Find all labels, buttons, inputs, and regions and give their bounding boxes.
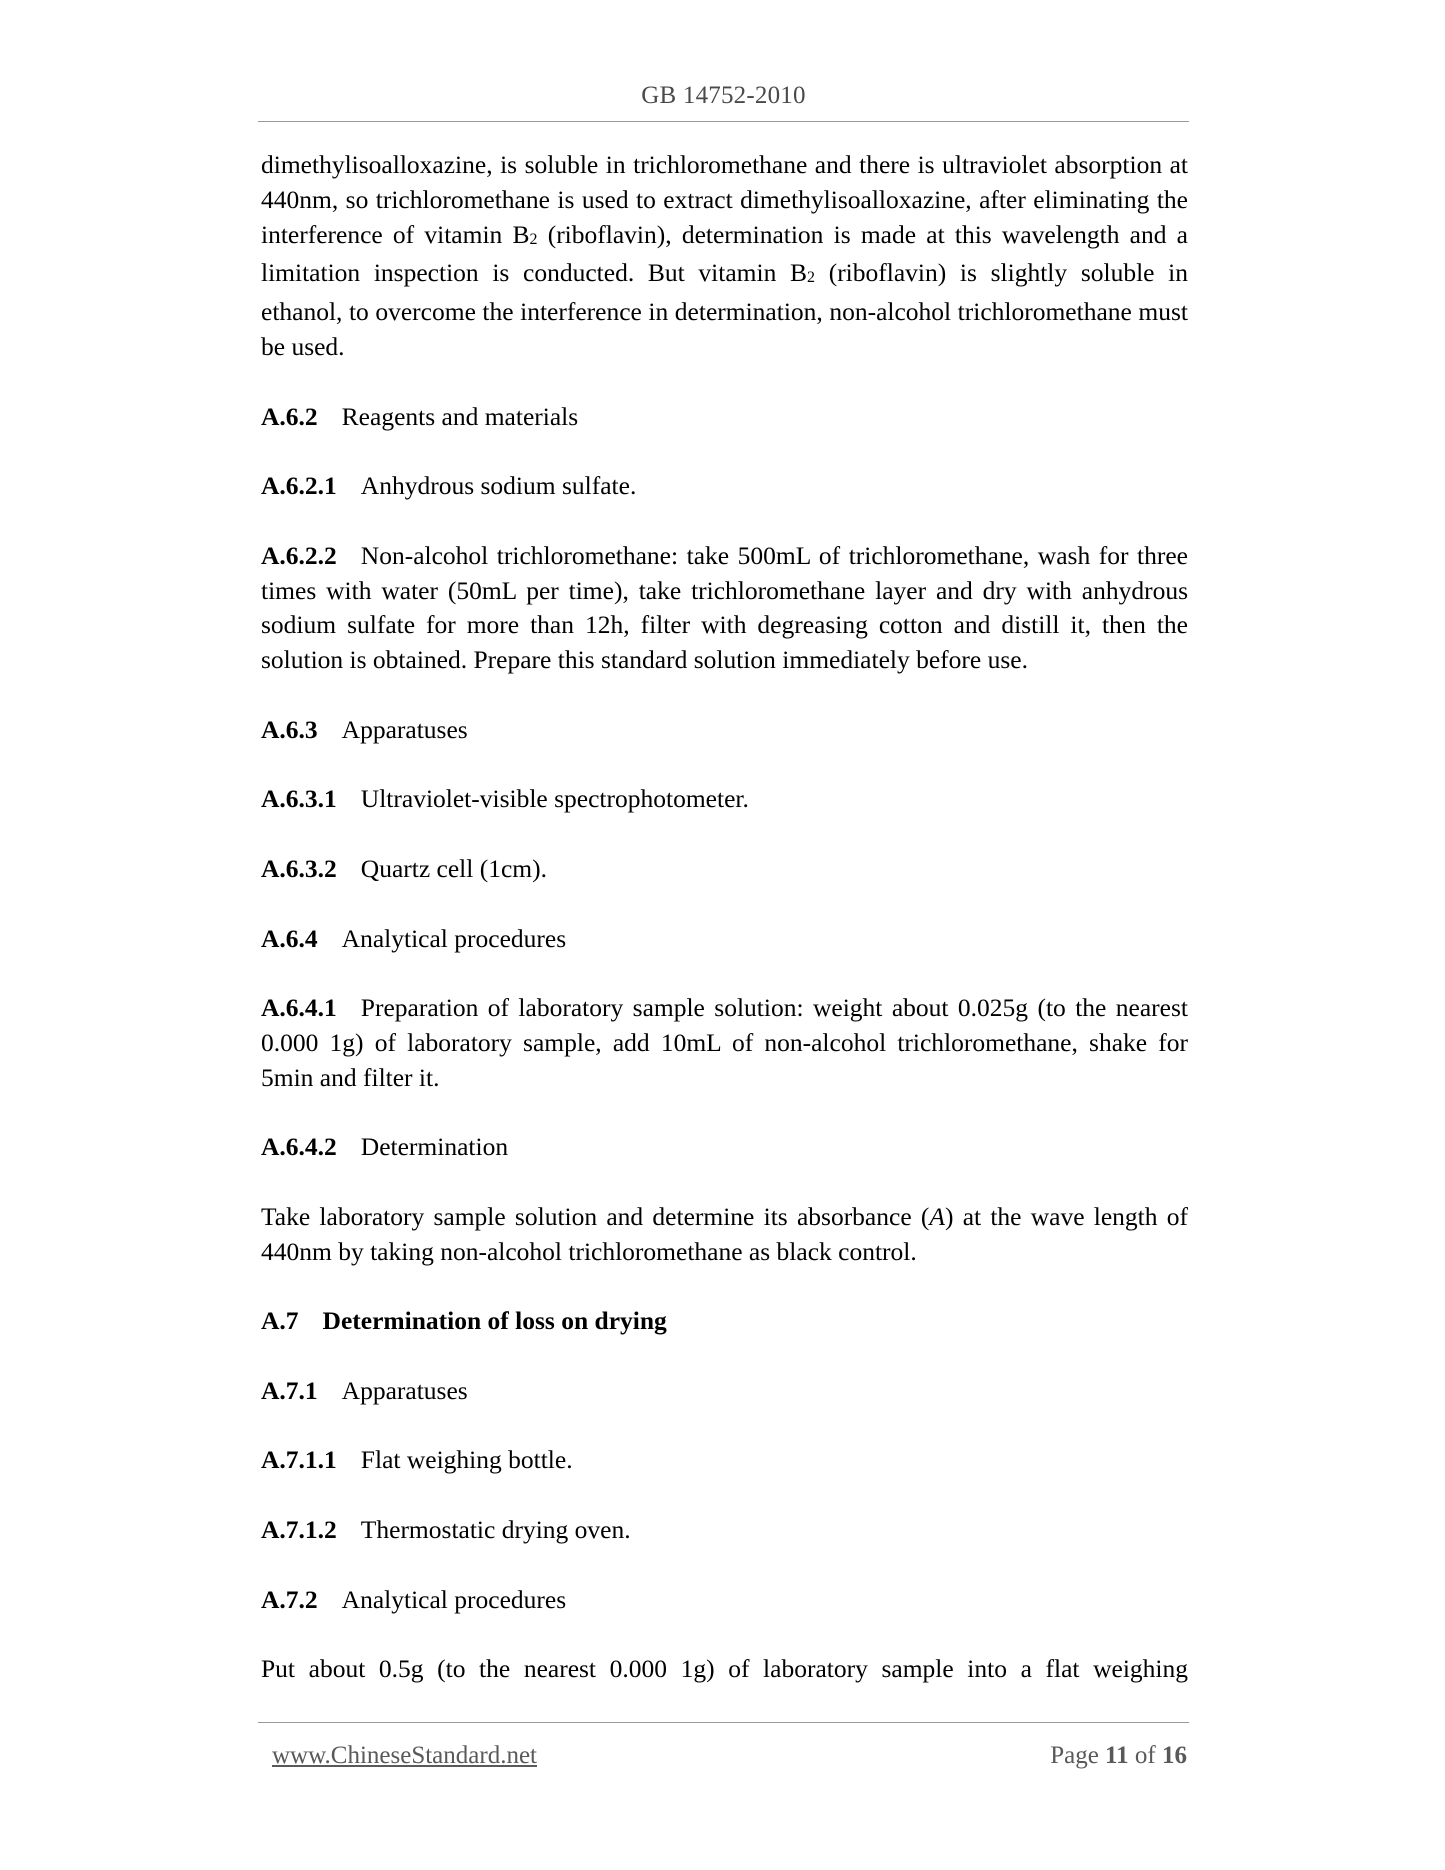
section-number: A.7 (261, 1306, 299, 1336)
intro-paragraph (261, 148, 1188, 365)
section-heading: Reagents and materials (341, 401, 579, 431)
final-paragraph: Put about 0.5g (to the nearest 0.000 1g) of laboratory sample into a flat weighing (261, 1654, 1188, 1684)
section-number: A.6.2.2 (261, 540, 337, 570)
section-number: A.6.4 (261, 923, 318, 953)
section-number: A.7.1.2 (261, 1515, 337, 1545)
section-number: A.6.2.1 (261, 471, 337, 501)
section-heading: Determination (360, 1132, 509, 1162)
section-text: Thermostatic drying oven. (360, 1515, 631, 1545)
section-a-7-1-2 (261, 1513, 1188, 1548)
section-a-6-3 (261, 713, 1188, 748)
section-number: A.6.3.1 (261, 784, 337, 814)
section-heading: Analytical procedures (341, 923, 567, 953)
section-a-6-2-2 (261, 539, 1188, 678)
section-a-6-3-2 (261, 852, 1188, 887)
determination-text-1: Take laboratory sample solution and determine its absorbance ( (261, 1201, 930, 1231)
section-number: A.6.3 (261, 714, 318, 744)
section-heading: Apparatuses (341, 714, 468, 744)
section-a-7-1 (261, 1374, 1188, 1409)
section-a-7 (261, 1304, 1188, 1339)
section-number: A.6.3.2 (261, 853, 337, 883)
section-text: Flat weighing bottle. (360, 1445, 573, 1475)
section-text: Ultraviolet-visible spectrophotometer. (360, 784, 749, 814)
intro-text-1: dimethylisoalloxazine, is soluble in trichloromethane and there is ultraviolet absorption at 440nm, so trichloromethane is used to extract dimethylisoalloxazine, after eliminating the interference of vitamin B (261, 150, 1188, 249)
section-number: A.6.2 (261, 401, 318, 431)
absorbance-symbol: A (929, 1201, 945, 1231)
page-label: Page (1050, 1742, 1099, 1769)
header-divider (258, 121, 1189, 122)
section-a-6-2-1 (261, 469, 1188, 504)
page-number: 11 (1105, 1742, 1129, 1769)
intro-subscript-2: 2 (807, 269, 816, 287)
section-number: A.6.4.1 (261, 993, 337, 1023)
section-title: Determination of loss on drying (322, 1306, 667, 1336)
section-a-6-3-1 (261, 782, 1188, 817)
section-a-6-4-2 (261, 1130, 1188, 1165)
section-a-6-2 (261, 400, 1188, 435)
page-total: 16 (1162, 1742, 1187, 1769)
section-text: Preparation of laboratory sample solution: weight about 0.025g (to the nearest 0.000 1g) of laboratory sample, add 10mL of non-alcohol trichloromethane, shake for 5min and filter it. (261, 993, 1188, 1092)
section-a-6-4-1 (261, 991, 1188, 1095)
document-header-title: GB 14752-2010 (641, 82, 806, 109)
section-heading: Analytical procedures (341, 1584, 567, 1614)
section-number: A.7.1.1 (261, 1445, 337, 1475)
section-a-6-4 (261, 922, 1188, 957)
intro-text-3: (riboflavin) is slightly soluble in ethanol, to overcome the interference in determination, non-alcohol trichloromethane must be used. (261, 258, 1188, 361)
website-link[interactable]: www.ChineseStandard.net (272, 1742, 537, 1769)
determination-text-2: ) at the wave length of 440nm by taking non-alcohol trichloromethane as black control. (261, 1201, 1189, 1266)
section-number: A.7.2 (261, 1584, 318, 1614)
section-heading: Apparatuses (341, 1375, 468, 1405)
of-label: of (1134, 1742, 1156, 1769)
section-number: A.6.4.2 (261, 1132, 337, 1162)
footer-divider (258, 1722, 1189, 1723)
page-indicator (1050, 1742, 1187, 1770)
document-body (261, 148, 1188, 1687)
section-a-7-1-1 (261, 1443, 1188, 1478)
section-text: Quartz cell (1cm). (360, 853, 547, 883)
section-a-7-2 (261, 1583, 1188, 1618)
section-text: Non-alcohol trichloromethane: take 500mL of trichloromethane, wash for three times with water (50mL per time), take trichloromethane layer and dry with anhydrous sodium sulfate for more than 12h, filter with degreasing cotton and distill it, then the solution is obtained. Prepare this standard solution immediately before use. (261, 540, 1188, 675)
section-text: Anhydrous sodium sulfate. (360, 471, 637, 501)
section-number: A.7.1 (261, 1375, 318, 1405)
intro-subscript-1: 2 (529, 230, 538, 248)
intro-text-2: (riboflavin), determination is made at this wavelength and a limitation inspection is conducted. But vitamin B (261, 219, 1188, 288)
determination-paragraph (261, 1200, 1188, 1270)
